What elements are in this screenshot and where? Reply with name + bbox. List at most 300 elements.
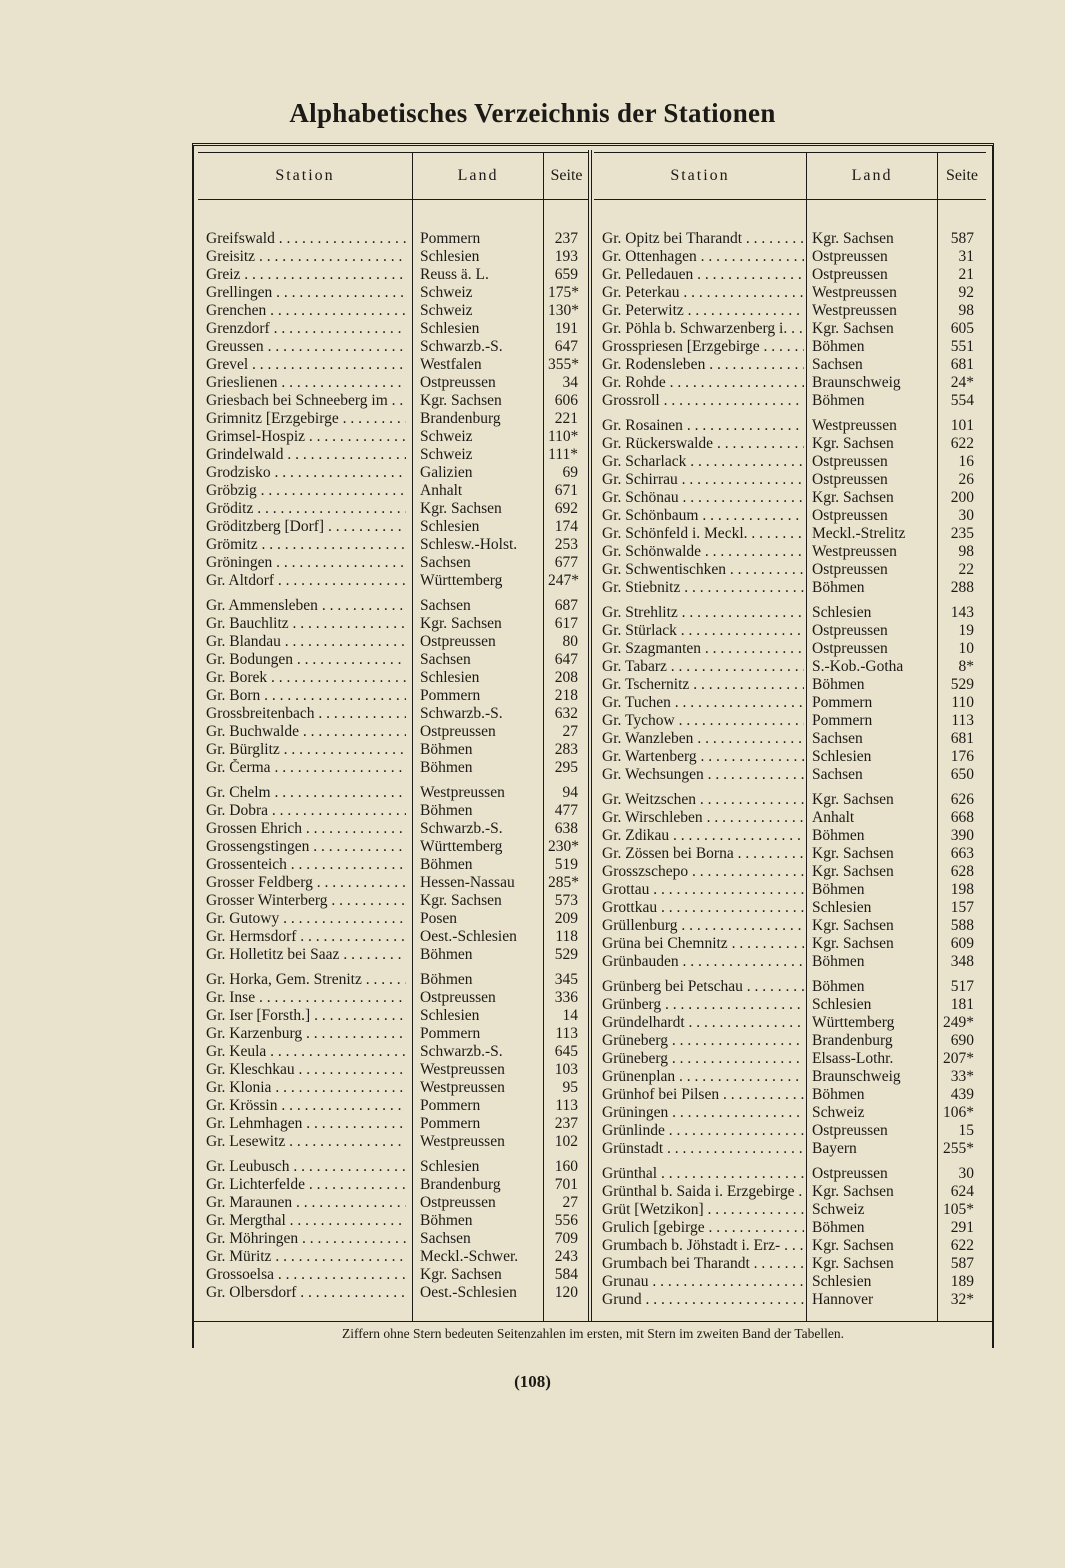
land-cell: Kgr. Sachsen (420, 392, 502, 409)
seite-cell: 69 (562, 464, 578, 481)
seite-cell: 98 (958, 302, 974, 319)
land-cell: Pommern (420, 1115, 481, 1132)
land-cell: Böhmen (420, 741, 473, 758)
station-cell: Gr. Krössin . . . (206, 1097, 406, 1115)
table-row (594, 320, 986, 338)
header-seite: Seite (946, 167, 978, 184)
table-row (594, 284, 986, 302)
header-land: Land (851, 167, 893, 184)
station-cell: Gr. Kleschkau . . . (206, 1061, 406, 1079)
land-cell: Schwarzb.-S. (420, 705, 503, 722)
land-cell: Pommern (420, 1025, 481, 1042)
land-cell: Ostpreussen (420, 1194, 496, 1211)
station-cell: Gr. Weitzschen . . . (602, 791, 804, 809)
seite-cell: 101 (950, 417, 974, 434)
station-cell: Grünbauden . . . (602, 953, 804, 971)
land-cell: Schlesien (420, 248, 480, 265)
seite-cell: 247* (548, 572, 579, 589)
seite-cell: 519 (554, 856, 578, 873)
station-cell: Gr. Wechsungen . . . (602, 766, 804, 784)
row-group (594, 230, 986, 410)
seite-cell: 230* (548, 838, 579, 855)
table-row (198, 230, 589, 248)
station-cell: Gr. Born . . . (206, 687, 406, 705)
land-cell: Böhmen (812, 392, 865, 409)
row-group (198, 784, 589, 964)
table-row (594, 766, 986, 784)
station-cell: Grunau . . . (602, 1273, 804, 1291)
land-cell: Kgr. Sachsen (812, 863, 894, 880)
land-cell: Ostpreussen (812, 561, 888, 578)
table-row (594, 1273, 986, 1291)
station-cell: Grossenteich . . . (206, 856, 406, 874)
station-cell: Grüt [Wetzikon] . . . (602, 1201, 804, 1219)
seite-cell: 237 (554, 230, 578, 247)
table-row (594, 543, 986, 561)
land-cell: Kgr. Sachsen (420, 500, 502, 517)
row-group (594, 417, 986, 597)
land-cell: Schlesien (420, 518, 480, 535)
seite-cell: 632 (554, 705, 578, 722)
land-cell: Anhalt (420, 482, 463, 499)
row-group (198, 597, 589, 777)
land-cell: Braunschweig (812, 1068, 901, 1085)
seite-cell: 94 (562, 784, 578, 801)
station-cell: Grossoelsa . . . (206, 1266, 406, 1284)
table-row (594, 676, 986, 694)
table-row (198, 410, 589, 428)
land-cell: Ostpreussen (812, 1165, 888, 1182)
land-cell: Schlesien (420, 320, 480, 337)
seite-cell: 709 (554, 1230, 578, 1247)
table-row (198, 1025, 589, 1043)
seite-cell: 193 (554, 248, 578, 265)
land-cell: Elsass-Lothr. (812, 1050, 894, 1067)
seite-cell: 8* (958, 658, 974, 675)
station-cell: Grosspriesen [Erzgebirge . . . (602, 338, 804, 356)
land-cell: Pommern (420, 687, 481, 704)
land-cell: Westpreussen (420, 1061, 505, 1078)
land-cell: Braunschweig (812, 374, 901, 391)
land-cell: Ostpreussen (812, 453, 888, 470)
land-cell: Sachsen (812, 356, 863, 373)
station-cell: Gr. Schwentischken . . . (602, 561, 804, 579)
table-row (198, 989, 589, 1007)
station-cell: Grottau . . . (602, 881, 804, 899)
land-cell: Schweiz (812, 1201, 865, 1218)
seite-cell: 390 (950, 827, 974, 844)
station-cell: Gr. Zössen bei Borna . . . (602, 845, 804, 863)
land-cell: Böhmen (420, 971, 473, 988)
land-cell: Kgr. Sachsen (420, 615, 502, 632)
station-cell: Grüna bei Chemnitz . . . (602, 935, 804, 953)
seite-cell: 439 (950, 1086, 974, 1103)
station-cell: Gr. Keula . . . (206, 1043, 406, 1061)
table-row (198, 759, 589, 777)
land-cell: Pommern (812, 694, 873, 711)
rule (194, 1321, 992, 1322)
seite-cell: 255* (943, 1140, 974, 1157)
seite-cell: 21 (958, 266, 974, 283)
table-row (594, 248, 986, 266)
station-cell: Greussen . . . (206, 338, 406, 356)
seite-cell: 587 (950, 1255, 974, 1272)
table-row (198, 1194, 589, 1212)
station-cell: Gr. Olbersdorf . . . (206, 1284, 406, 1302)
seite-cell: 517 (950, 978, 974, 995)
seite-cell: 143 (950, 604, 974, 621)
table-row (594, 1219, 986, 1237)
seite-cell: 253 (554, 536, 578, 553)
table-row (594, 230, 986, 248)
seite-cell: 102 (554, 1133, 578, 1150)
station-cell: Gr. Schönbaum . . . (602, 507, 804, 525)
land-cell: Schweiz (420, 428, 473, 445)
station-cell: Gr. Lesewitz . . . (206, 1133, 406, 1151)
table-row (198, 892, 589, 910)
land-cell: Kgr. Sachsen (812, 1237, 894, 1254)
seite-cell: 701 (554, 1176, 578, 1193)
table-row (594, 899, 986, 917)
station-index-table (192, 143, 994, 1348)
seite-cell: 477 (554, 802, 578, 819)
station-cell: Grünstadt . . . (602, 1140, 804, 1158)
seite-cell: 207* (943, 1050, 974, 1067)
land-cell: Schlesien (812, 604, 872, 621)
seite-cell: 27 (562, 723, 578, 740)
seite-cell: 33* (950, 1068, 974, 1085)
table-row (198, 446, 589, 464)
station-cell: Grünberg bei Petschau . . . (602, 978, 804, 996)
seite-cell: 160 (554, 1158, 578, 1175)
seite-cell: 647 (554, 651, 578, 668)
station-cell: Grosser Winterberg . . . (206, 892, 406, 910)
station-cell: Grossbreitenbach . . . (206, 705, 406, 723)
table-row (198, 302, 589, 320)
station-cell: Gr. Borek . . . (206, 669, 406, 687)
station-cell: Gr. Mergthal . . . (206, 1212, 406, 1230)
land-cell: Kgr. Sachsen (812, 935, 894, 952)
seite-cell: 663 (950, 845, 974, 862)
station-cell: Grünenplan . . . (602, 1068, 804, 1086)
seite-cell: 355* (548, 356, 579, 373)
table-row (594, 953, 986, 971)
seite-cell: 113 (951, 712, 974, 729)
station-cell: Gr. Altdorf . . . (206, 572, 406, 590)
seite-cell: 624 (950, 1183, 974, 1200)
land-cell: Schlesien (812, 996, 872, 1013)
station-cell: Gr. Opitz bei Tharandt . . . (602, 230, 804, 248)
seite-cell: 110 (951, 694, 974, 711)
seite-cell: 529 (950, 676, 974, 693)
land-cell: Württemberg (420, 838, 503, 855)
land-cell: Schlesw.-Holst. (420, 536, 518, 553)
land-cell: Schlesien (420, 669, 480, 686)
seite-cell: 92 (958, 284, 974, 301)
land-cell: Böhmen (420, 856, 473, 873)
seite-cell: 587 (950, 230, 974, 247)
station-cell: Gr. Blandau . . . (206, 633, 406, 651)
land-cell: Ostpreussen (812, 640, 888, 657)
station-cell: Grellingen . . . (206, 284, 406, 302)
land-cell: Sachsen (420, 554, 471, 571)
station-cell: Gr. Strehlitz . . . (602, 604, 804, 622)
table-row (198, 633, 589, 651)
seite-cell: 283 (554, 741, 578, 758)
table-row (198, 741, 589, 759)
row-group (198, 971, 589, 1151)
seite-cell: 605 (950, 320, 974, 337)
station-cell: Gr. Schönau . . . (602, 489, 804, 507)
station-cell: Gr. Pelledauen . . . (602, 266, 804, 284)
station-cell: Gr. Chelm . . . (206, 784, 406, 802)
table-row (198, 723, 589, 741)
land-cell: Kgr. Sachsen (812, 1255, 894, 1272)
land-cell: Schlesien (812, 748, 872, 765)
seite-cell: 617 (554, 615, 578, 632)
station-cell: Grünthal b. Saida i. Erzgebirge . . . (602, 1183, 804, 1201)
land-cell: Westpreussen (812, 284, 897, 301)
seite-cell: 103 (554, 1061, 578, 1078)
station-cell: Gr. Leubusch . . . (206, 1158, 406, 1176)
table-header-left (198, 152, 589, 200)
table-row (594, 978, 986, 996)
land-cell: Württemberg (420, 572, 503, 589)
seite-cell: 16 (958, 453, 974, 470)
land-cell: Böhmen (812, 1086, 865, 1103)
station-cell: Gröbzig . . . (206, 482, 406, 500)
seite-cell: 175* (548, 284, 579, 301)
land-cell: Ostpreussen (420, 374, 496, 391)
table-row (594, 622, 986, 640)
land-cell: Schweiz (420, 302, 473, 319)
seite-cell: 34 (562, 374, 578, 391)
land-cell: Westpreussen (420, 1133, 505, 1150)
land-cell: Ostpreussen (420, 633, 496, 650)
land-cell: Böhmen (812, 338, 865, 355)
land-cell: Kgr. Sachsen (812, 845, 894, 862)
station-cell: Grünhof bei Pilsen . . . (602, 1086, 804, 1104)
table-row (594, 1237, 986, 1255)
seite-cell: 130* (548, 302, 579, 319)
seite-cell: 692 (554, 500, 578, 517)
seite-cell: 588 (950, 917, 974, 934)
table-row (198, 518, 589, 536)
table-row (594, 640, 986, 658)
seite-cell: 181 (950, 996, 974, 1013)
table-row (594, 996, 986, 1014)
table-row (198, 687, 589, 705)
seite-cell: 677 (554, 554, 578, 571)
land-cell: Böhmen (812, 827, 865, 844)
station-cell: Gr. Wirschleben . . . (602, 809, 804, 827)
table-row (198, 320, 589, 338)
table-row (594, 338, 986, 356)
station-cell: Gr. Inse . . . (206, 989, 406, 1007)
station-cell: Grund . . . (602, 1291, 804, 1309)
seite-cell: 15 (958, 1122, 974, 1139)
seite-cell: 120 (554, 1284, 578, 1301)
table-row (198, 356, 589, 374)
seite-cell: 80 (562, 633, 578, 650)
station-cell: Gr. Maraunen . . . (206, 1194, 406, 1212)
land-cell: Böhmen (812, 953, 865, 970)
table-row (594, 604, 986, 622)
left-half (198, 146, 589, 1321)
table-row (198, 482, 589, 500)
seite-cell: 606 (554, 392, 578, 409)
land-cell: Böhmen (812, 579, 865, 596)
land-cell: Böhmen (420, 802, 473, 819)
seite-cell: 336 (554, 989, 578, 1006)
station-cell: Gr. Ammensleben . . . (206, 597, 406, 615)
land-cell: Brandenburg (812, 1032, 893, 1049)
table-row (594, 881, 986, 899)
seite-cell: 10 (958, 640, 974, 657)
land-cell: Oest.-Schlesien (420, 1284, 517, 1301)
station-cell: Grossroll . . . (602, 392, 804, 410)
seite-cell: 113 (555, 1097, 578, 1114)
seite-cell: 295 (554, 759, 578, 776)
land-cell: Oest.-Schlesien (420, 928, 517, 945)
station-cell: Gr. Rodensleben . . . (602, 356, 804, 374)
land-cell: Westfalen (420, 356, 482, 373)
seite-cell: 681 (950, 730, 974, 747)
table-row (198, 284, 589, 302)
land-cell: Kgr. Sachsen (812, 1183, 894, 1200)
seite-cell: 249* (943, 1014, 974, 1031)
land-cell: S.-Kob.-Gotha (812, 658, 904, 675)
table-row (198, 392, 589, 410)
station-cell: Grulich [gebirge . . . (602, 1219, 804, 1237)
land-cell: Westpreussen (812, 543, 897, 560)
seite-cell: 638 (554, 820, 578, 837)
land-cell: Kgr. Sachsen (420, 1266, 502, 1283)
table-row (198, 669, 589, 687)
land-cell: Sachsen (420, 1230, 471, 1247)
table-row (198, 1079, 589, 1097)
table-row (594, 525, 986, 543)
table-row (198, 838, 589, 856)
seite-cell: 189 (950, 1273, 974, 1290)
table-row (198, 428, 589, 446)
seite-cell: 348 (950, 953, 974, 970)
row-group (594, 978, 986, 1158)
seite-cell: 235 (950, 525, 974, 542)
station-cell: Gr. Čerma . . . (206, 759, 406, 777)
table-row (198, 946, 589, 964)
land-cell: Pommern (420, 1097, 481, 1114)
table-row (198, 820, 589, 838)
seite-cell: 690 (950, 1032, 974, 1049)
table-row (594, 863, 986, 881)
station-cell: Gr. Stiebnitz . . . (602, 579, 804, 597)
seite-cell: 668 (950, 809, 974, 826)
seite-cell: 176 (950, 748, 974, 765)
page-title: Alphabetisches Verzeichnis der Stationen (289, 98, 776, 128)
table-row (198, 1061, 589, 1079)
station-cell: Gr. Iser [Forsth.] . . . (206, 1007, 406, 1025)
land-cell: Böhmen (812, 978, 865, 995)
station-cell: Greiz . . . (206, 266, 406, 284)
seite-cell: 554 (950, 392, 974, 409)
table-row (594, 1068, 986, 1086)
seite-cell: 27 (562, 1194, 578, 1211)
seite-cell: 345 (554, 971, 578, 988)
seite-cell: 118 (555, 928, 578, 945)
station-cell: Gr. Schirrau . . . (602, 471, 804, 489)
table-row (594, 471, 986, 489)
seite-cell: 113 (555, 1025, 578, 1042)
land-cell: Sachsen (812, 730, 863, 747)
table-row (198, 1176, 589, 1194)
table-row (198, 802, 589, 820)
table-row (594, 1104, 986, 1122)
seite-cell: 243 (554, 1248, 578, 1265)
table-row (594, 694, 986, 712)
table-row (594, 1291, 986, 1309)
header-station: Station (275, 167, 335, 184)
table-row (594, 1032, 986, 1050)
land-cell: Schweiz (420, 446, 473, 463)
seite-cell: 191 (554, 320, 578, 337)
table-row (198, 1284, 589, 1302)
seite-cell: 622 (950, 435, 974, 452)
seite-cell: 622 (950, 1237, 974, 1254)
station-cell: Grimnitz [Erzgebirge . . . (206, 410, 406, 428)
table-row (198, 536, 589, 554)
land-cell: Reuss ä. L. (420, 266, 489, 283)
station-cell: Gr. Gutowy . . . (206, 910, 406, 928)
seite-cell: 24* (950, 374, 974, 391)
table-row (198, 374, 589, 392)
land-cell: Böhmen (420, 759, 473, 776)
land-cell: Meckl.-Strelitz (812, 525, 906, 542)
land-cell: Westpreussen (812, 417, 897, 434)
land-cell: Ostpreussen (420, 989, 496, 1006)
seite-cell: 198 (950, 881, 974, 898)
table-row (198, 500, 589, 518)
table-row (594, 579, 986, 597)
seite-cell: 584 (554, 1266, 578, 1283)
table-row (594, 1014, 986, 1032)
station-cell: Grüningen . . . (602, 1104, 804, 1122)
land-cell: Kgr. Sachsen (420, 892, 502, 909)
land-cell: Ostpreussen (812, 266, 888, 283)
table-row (594, 453, 986, 471)
land-cell: Sachsen (420, 651, 471, 668)
seite-cell: 237 (554, 1115, 578, 1132)
land-cell: Westpreussen (420, 784, 505, 801)
seite-cell: 285* (548, 874, 579, 891)
table-body-right (594, 230, 986, 1316)
table-row (594, 1183, 986, 1201)
table-row (594, 417, 986, 435)
land-cell: Meckl.-Schwer. (420, 1248, 519, 1265)
station-cell: Grieslienen . . . (206, 374, 406, 392)
seite-cell: 221 (554, 410, 578, 427)
station-cell: Gr. Ottenhagen . . . (602, 248, 804, 266)
row-group (594, 791, 986, 971)
table-row (594, 935, 986, 953)
station-cell: Gr. Peterwitz . . . (602, 302, 804, 320)
station-cell: Grömitz . . . (206, 536, 406, 554)
station-cell: Gr. Hermsdorf . . . (206, 928, 406, 946)
land-cell: Württemberg (812, 1014, 895, 1031)
table-row (594, 658, 986, 676)
seite-cell: 30 (958, 1165, 974, 1182)
table-row (594, 356, 986, 374)
